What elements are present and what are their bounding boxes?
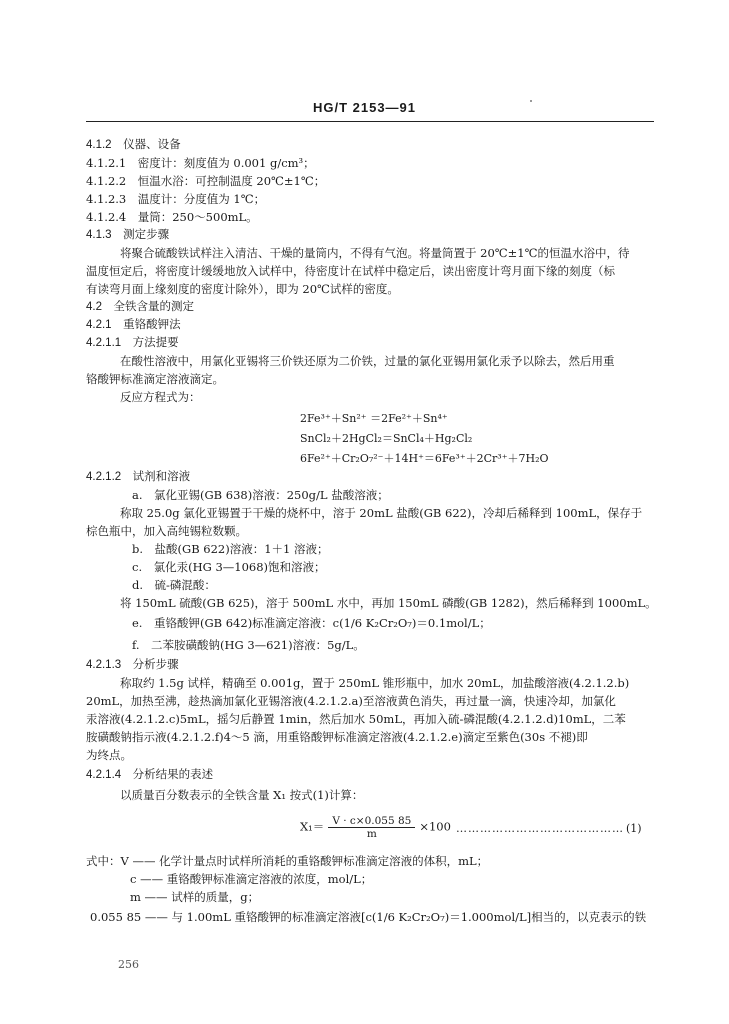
paragraph-line: 称取约 1.5g 试样，精确至 0.001g，置于 250mL 锥形瓶中，加水 20mL，加盐酸溶液(4.2.1.2.b) [120,676,630,690]
formula-fraction [328,815,415,840]
list-item: f. 二苯胺磺酸钠(HG 3—621)溶液：5g/L。 [132,638,365,652]
paragraph-line: 汞溶液(4.2.1.2.c)5mL，摇匀后静置 1min，然后加水 50mL，再加入硫-磷混酸(4.2.1.2.d)10mL，二苯 [86,712,626,726]
variable-definition: m —— 试样的质量，g； [130,890,260,904]
formula-lhs: X₁＝ [300,819,325,834]
paragraph-line: 铬酸钾标准滴定溶液滴定。 [86,372,224,386]
paragraph-line: 棕色瓶中，加入高纯锡粒数颗。 [86,524,247,538]
section-heading: 4.2.1.2 试剂和溶液 [86,471,191,483]
list-item: c. 氯化汞(HG 3—1068)饱和溶液； [132,560,326,574]
variable-definition: 式中：V —— 化学计量点时试样所消耗的重铬酸钾标准滴定溶液的体积，mL； [86,854,489,868]
paragraph-line: 胺磺酸钠指示液(4.2.1.2.f)4～5 滴，用重铬酸钾标准滴定溶液(4.2.1.2.e)滴定至紫色(30s 不褪)即 [86,730,588,744]
section-heading: 4.1.3 测定步骤 [86,229,170,241]
paragraph-line: 为终点。 [86,748,132,762]
formula-rhs: ×100 [419,819,451,834]
page-number: 256 [118,958,139,971]
formula-denominator: m [366,828,377,840]
paragraph-line: 20mL，加热至沸，趁热滴加氯化亚锡溶液(4.2.1.2.a)至溶液黄色消失，再过量一滴，快速冷却，加氯化 [86,694,616,708]
equation-number: (1) [626,822,642,835]
section-heading: 4.1.2 仪器、设备 [86,139,181,151]
text-line: 4.1.2.4 量筒：250～500mL。 [86,210,258,224]
text-line: 4.1.2.1 密度计：刻度值为 0.001 g/cm³； [86,156,315,170]
paragraph-line: 反应方程式为： [120,390,201,404]
paragraph-line: 以质量百分数表示的全铁含量 X₁ 按式(1)计算： [120,788,364,802]
leader-dots: …………………………………… [456,822,624,835]
paragraph-line: 将聚合硫酸铁试样注入清洁、干燥的量筒内，不得有气泡。将量筒置于 20℃±1℃的恒温水浴中，待 [120,246,630,260]
list-item: d. 硫-磷混酸： [132,578,216,592]
section-heading: 4.2 全铁含量的测定 [86,301,194,313]
text-line: 4.1.2.2 恒温水浴：可控制温度 20℃±1℃； [86,174,326,188]
text-line: 4.1.2.3 温度计：分度值为 1℃； [86,192,266,206]
section-heading: 4.2.1.1 方法提要 [86,337,179,349]
formula-1 [300,815,451,840]
paragraph-line: 称取 25.0g 氯化亚锡置于干燥的烧杯中，溶于 20mL 盐酸(GB 622)，冷却后稀释到 100mL，保存于 [120,506,643,520]
formula-numerator: V · c×0.055 85 [328,815,415,828]
paragraph-line: 有读弯月面上缘刻度的密度计除外），即为 20℃试样的密度。 [86,282,399,296]
section-heading: 4.2.1.3 分析步骤 [86,659,179,671]
section-heading: 4.2.1.4 分析结果的表述 [86,769,214,781]
reaction-equation: 6Fe²⁺＋Cr₂O₇²⁻＋14H⁺＝6Fe³⁺＋2Cr³⁺＋7H₂O [300,452,549,465]
reaction-equation: SnCl₂＋2HgCl₂＝SnCl₄＋Hg₂Cl₂ [300,432,473,445]
list-item: e. 重铬酸钾(GB 642)标准滴定溶液：c(1/6 K₂Cr₂O₇)＝0.1mol/L； [132,616,491,630]
variable-definition: c —— 重铬酸钾标准滴定溶液的浓度，mol/L； [130,872,373,886]
paragraph-line: 温度恒定后，将密度计缓缓地放入试样中，待密度计在试样中稳定后，读出密度计弯月面下缘的刻度（标 [86,264,615,278]
list-item: b. 盐酸(GB 622)溶液：1＋1 溶液； [132,542,329,556]
page-header: HG/T 2153—91 [312,100,417,115]
header-rule [86,121,654,122]
section-heading: 4.2.1 重铬酸钾法 [86,319,181,331]
paragraph-line: 在酸性溶液中，用氯化亚锡将三价铁还原为二价铁，过量的氯化亚锡用氯化汞予以除去，然后用重 [120,354,615,368]
paragraph-line: 将 150mL 硫酸(GB 625)，溶于 500mL 水中，再加 150mL 磷酸(GB 1282)，然后稀释到 1000mL。 [120,596,657,610]
list-item: a. 氯化亚锡(GB 638)溶液：250g/L 盐酸溶液； [132,488,389,502]
variable-definition: 0.055 85 —— 与 1.00mL 重铬酸钾的标准滴定溶液[c(1/6 K₂Cr₂O₇)＝1.000mol/L]相当的，以克表示的铁 [90,910,647,924]
reaction-equation: 2Fe³⁺＋Sn²⁺ ＝2Fe²⁺＋Sn⁴⁺ [300,412,448,425]
